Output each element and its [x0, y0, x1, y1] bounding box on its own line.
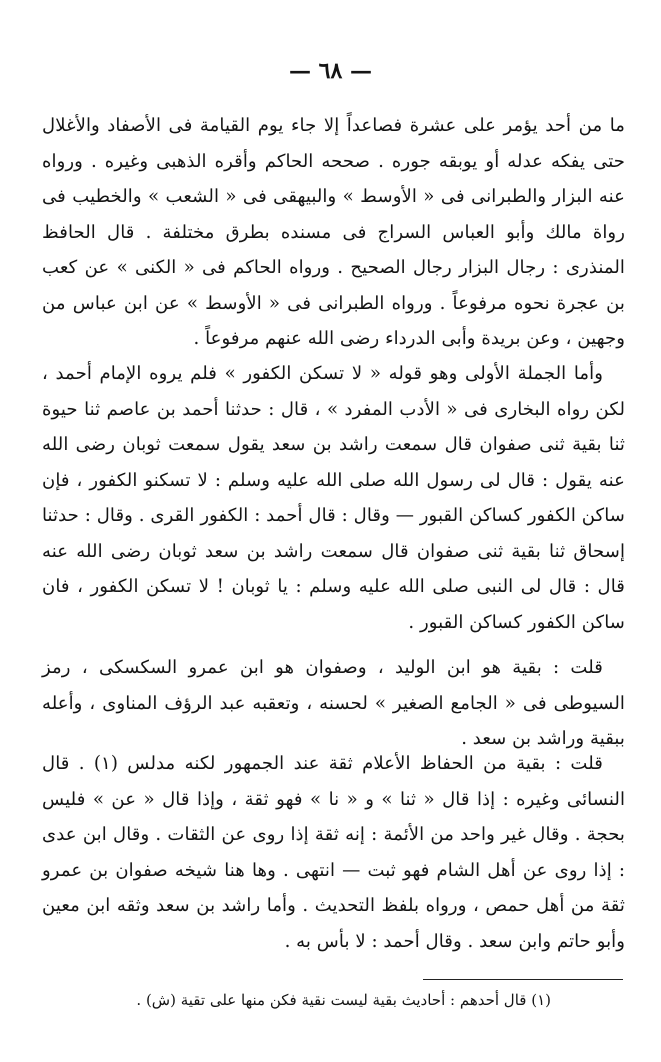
page-number: — ٦٨ — [289, 58, 372, 84]
paragraph-baqiyya-grading: قلت : بقية من الحفاظ الأعلام ثقة عند الجمهور لكنه مدلس (١) . قال النسائى وغيره : إذا قال « ثنا » و « نا » فهو ثقة ، وإذا قال « عن » فليس بحجة . وقال غير واحد من الأئمة : إنه ثقة إذا روى عن الثقات . وقال ابن عدى : إذا روى عن أهل الشام فهو ثبت — انتهى . وها هنا شيخه صفوان بن عمرو ثقة من أهل حمص ، ورواه بلفظ التحديث . وأما راشد بن سعد وثقه ابن معين وأبو حاتم وابن سعد . وقال أحمد : لا بأس به . [42, 753, 625, 952]
paragraph-first-sentence: وأما الجملة الأولى وهو قوله « لا تسكن الكفور » فلم يروه الإمام أحمد ، لكن رواه البخارى فى « الأدب المفرد » ، قال : حدثنا أحمد بن عاصم ثنا حيوة ثنا بقية ثنى صفوان قال سمعت راشد بن سعد يقول سمعت ثوبان رضى الله عنه يقول : قال لى رسول الله صلى الله عليه وسلم : لا تسكنو الكفور ، فإن ساكن الكفور كساكن القبور — وقال : قال أحمد : الكفور القرى . وقال : حدثنا إسحاق ثنا بقية ثنى صفوان قال سمعت راشد بن سعد ثوبان رضى الله عنه قال : قال لى النبى صلى الله عليه وسلم : يا ثوبان ! لا تسكن الكفور ، فان ساكن الكفور كساكن القبور . [42, 363, 625, 633]
paragraph-hadith-sources: ما من أحد يؤمر على عشرة فصاعداً إلا جاء يوم القيامة فى الأصفاد والأغلال حتى يفكه عدله أو يوبقه جوره . صححه الحاكم وأقره الذهبى وغيره . ورواه عنه البزار والطبرانى فى « الأوسط » والبيهقى فى « الشعب » والخطيب فى رواة مالك وأبو العباس السراج فى مسنده بطرق مختلفة . قال الحافظ المنذرى : رجال البزار رجال الصحيح . ورواه الحاكم فى « الكنى » عن كعب بن عجرة نحوه مرفوعاً . ورواه الطبرانى فى « الأوسط » عن ابن عباس من وجهين ، وعن بريدة وأبى الدرداء رضى الله عنهم مرفوعاً . [42, 115, 625, 349]
footnote: (١) قال أحدهم : أحاديث بقية ليست نقية فكن منها على تقية (ش) . [136, 991, 551, 1009]
paragraph-baqiyya-note: قلت : بقية هو ابن الوليد ، وصفوان هو ابن عمرو السكسكى ، رمز السيوطى فى « الجامع الصغير » لحسنه ، وتعقبه عبد الرؤف المناوى ، وأعله ببقية وراشد بن سعد . [42, 657, 625, 749]
footnote-divider [423, 979, 623, 980]
